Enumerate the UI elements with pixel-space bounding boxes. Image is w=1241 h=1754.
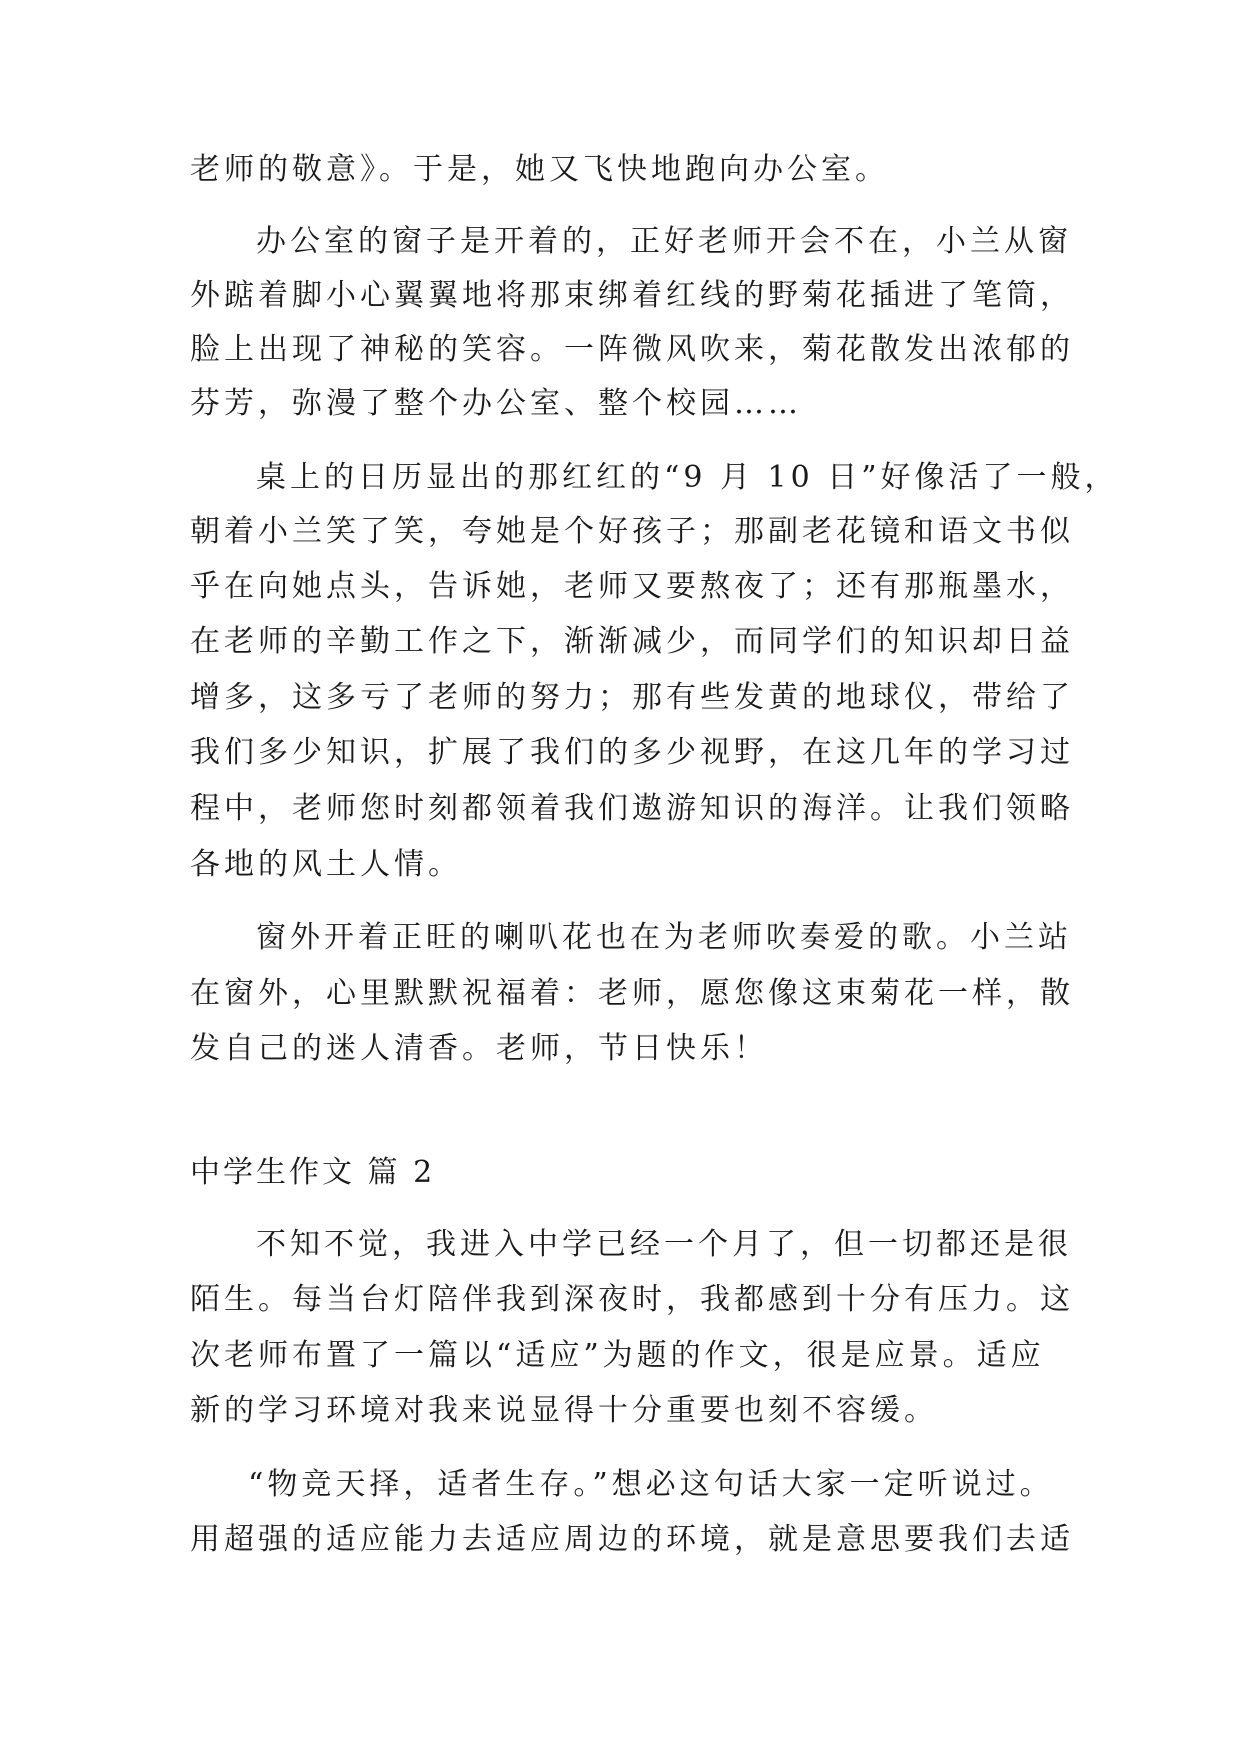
paragraph-first-line: “物竞天择，适者生存。”想必这句话大家一定听说过。	[248, 1467, 1054, 1502]
text-line: 增多，这多亏了老师的努力；那有些发黄的地球仪，带给了	[190, 680, 1074, 715]
text-line: 乎在向她点头，告诉她，老师又要熬夜了；还有那瓶墨水，	[190, 569, 1074, 604]
text-line: 在窗外，心里默默祝福着：老师，愿您像这束菊花一样，散	[190, 976, 1074, 1011]
text-line: 脸上出现了神秘的笑容。一阵微风吹来，菊花散发出浓郁的	[190, 332, 1074, 367]
text-line: 发自己的迷人清香。老师，节日快乐！	[190, 1031, 768, 1066]
paragraph-first-line: 桌上的日历显出的那红红的“9 月 10 日”好像活了一般，	[256, 460, 1119, 495]
section-heading: 中学生作文 篇 2	[190, 1155, 436, 1190]
paragraph-first-line: 窗外开着正旺的喇叭花也在为老师吹奏爱的歌。小兰站	[256, 920, 1072, 955]
text-line: 老师的敬意》。于是，她又飞快地跑向办公室。	[190, 152, 889, 187]
text-line: 各地的风土人情。	[190, 847, 462, 882]
paragraph-first-line: 办公室的窗子是开着的，正好老师开会不在，小兰从窗	[256, 224, 1072, 259]
paragraph-first-line: 不知不觉，我进入中学已经一个月了，但一切都还是很	[256, 1227, 1072, 1262]
text-line: 用超强的适应能力去适应周边的环境，就是意思要我们去适	[190, 1522, 1074, 1557]
text-line: 我们多少知识，扩展了我们的多少视野，在这几年的学习过	[190, 735, 1074, 770]
text-line: 新的学习环境对我来说显得十分重要也刻不容缓。	[190, 1393, 938, 1428]
text-line: 程中，老师您时刻都领着我们遨游知识的海洋。让我们领略	[190, 791, 1074, 826]
text-line: 朝着小兰笑了笑，夸她是个好孩子；那副老花镜和语文书似	[190, 514, 1074, 549]
text-line: 次老师布置了一篇以“适应”为题的作文，很是应景。适应	[190, 1338, 1045, 1373]
text-line: 外踮着脚小心翼翼地将那束绑着红线的野菊花插进了笔筒，	[190, 278, 1074, 313]
text-line: 陌生。每当台灯陪伴我到深夜时，我都感到十分有压力。这	[190, 1282, 1074, 1317]
text-line: 在老师的辛勤工作之下，渐渐减少，而同学们的知识却日益	[190, 624, 1074, 659]
text-line: 芬芳，弥漫了整个办公室、整个校园……	[190, 386, 802, 421]
